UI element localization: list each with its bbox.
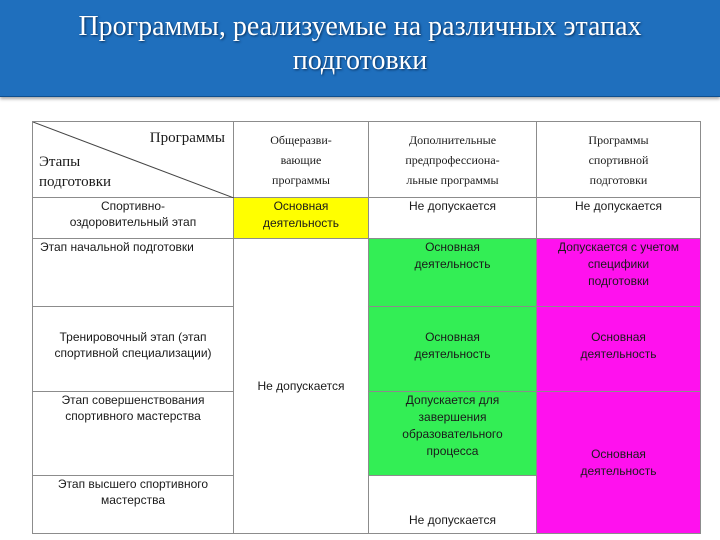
cell-training-preprof-line2: деятельность — [414, 347, 491, 361]
cell-mastery-sport — [537, 392, 701, 534]
cell-improvement-preprof-line4: процесса — [426, 444, 479, 458]
cell-initial-sport-line3: подготовки — [588, 274, 649, 288]
cell-improvement-preprof-line3: образовательного — [402, 427, 503, 441]
stage-initial-training-line1: Этап начальной подготовки — [40, 240, 194, 254]
stage-sport-recreation-line1: Спортивно- — [100, 199, 166, 213]
stage-improvement — [33, 392, 234, 476]
cell-recreation-preprof: Не допускается — [369, 198, 537, 239]
cell-general-not-allowed: Не допускается — [234, 239, 369, 534]
stage-training — [33, 307, 234, 392]
column-header-sport-line1: Программы — [588, 132, 649, 147]
cell-recreation-sport: Не допускается — [537, 198, 701, 239]
cell-mastery-sport-line1: Основная — [591, 446, 646, 461]
column-header-preprof-line2: предпрофессиона- — [405, 152, 500, 167]
stage-sport-recreation-line2: оздоровительный этап — [69, 215, 197, 229]
slide-header — [0, 0, 720, 97]
cell-training-preprof — [369, 307, 537, 392]
header-row — [33, 122, 701, 198]
cell-training-preprof-line1: Основная — [425, 330, 480, 344]
cell-recreation-general-line2: деятельность — [262, 216, 340, 230]
corner-programs-label: Программы — [149, 130, 225, 146]
cell-training-sport-line1: Основная — [591, 330, 646, 344]
table-row — [33, 239, 701, 307]
cell-initial-preprof-line2: деятельность — [414, 257, 491, 271]
slide-title-line1: Программы, реализуемые на различных этапах — [78, 11, 642, 42]
column-header-preprof-line1: Дополнительные — [408, 132, 497, 147]
column-header-general-line1: Общеразви- — [270, 132, 332, 147]
slide-title — [10, 10, 710, 78]
column-header-general-line3: программы — [272, 172, 330, 187]
cell-initial-sport — [537, 239, 701, 307]
stage-highest-mastery-line1: Этап высшего спортивного — [57, 477, 209, 491]
cell-training-sport-line2: деятельность — [580, 347, 657, 361]
column-header-general-line2: вающие — [280, 152, 322, 167]
stage-highest-mastery-line2: мастерства — [100, 493, 166, 507]
table-row — [33, 198, 701, 239]
slide-title-line2: подготовки — [292, 45, 428, 76]
corner-stages-line1: Этапы — [39, 154, 81, 170]
cell-initial-preprof — [369, 239, 537, 307]
column-header-sport-line2: спортивной — [588, 152, 649, 167]
column-header-general — [234, 122, 369, 198]
cell-initial-preprof-line1: Основная — [425, 240, 480, 254]
cell-improvement-preprof-line1: Допускается для — [405, 393, 500, 407]
stage-initial-training — [33, 239, 234, 307]
cell-recreation-general — [234, 198, 369, 239]
corner-stages-label — [39, 152, 111, 192]
cell-initial-sport-line2: специфики — [587, 257, 650, 271]
column-header-sport — [537, 122, 701, 198]
programs-table — [32, 121, 701, 534]
stage-improvement-line2: спортивного мастерства — [65, 409, 201, 423]
stage-training-line2: спортивной специализации) — [54, 346, 212, 360]
stage-highest-mastery — [33, 476, 234, 534]
corner-stages-line2: подготовки — [39, 174, 112, 190]
stage-sport-recreation — [33, 198, 234, 239]
cell-improvement-preprof-line2: завершения — [418, 410, 487, 424]
column-header-preprof-line3: льные программы — [406, 172, 499, 187]
cell-initial-sport-line1: Допускается с учетом — [557, 240, 680, 254]
cell-highest-preprof: Не допускается — [369, 476, 537, 534]
corner-cell — [33, 122, 234, 198]
cell-training-sport — [537, 307, 701, 392]
cell-improvement-preprof — [369, 392, 537, 476]
cell-recreation-general-line1: Основная — [273, 199, 329, 213]
column-header-preprofessional — [369, 122, 537, 198]
column-header-sport-line3: подготовки — [589, 172, 648, 187]
cell-mastery-sport-line2: деятельность — [580, 463, 657, 478]
stage-training-line1: Тренировочный этап (этап — [59, 330, 207, 344]
stage-improvement-line1: Этап совершенствования — [61, 393, 205, 407]
